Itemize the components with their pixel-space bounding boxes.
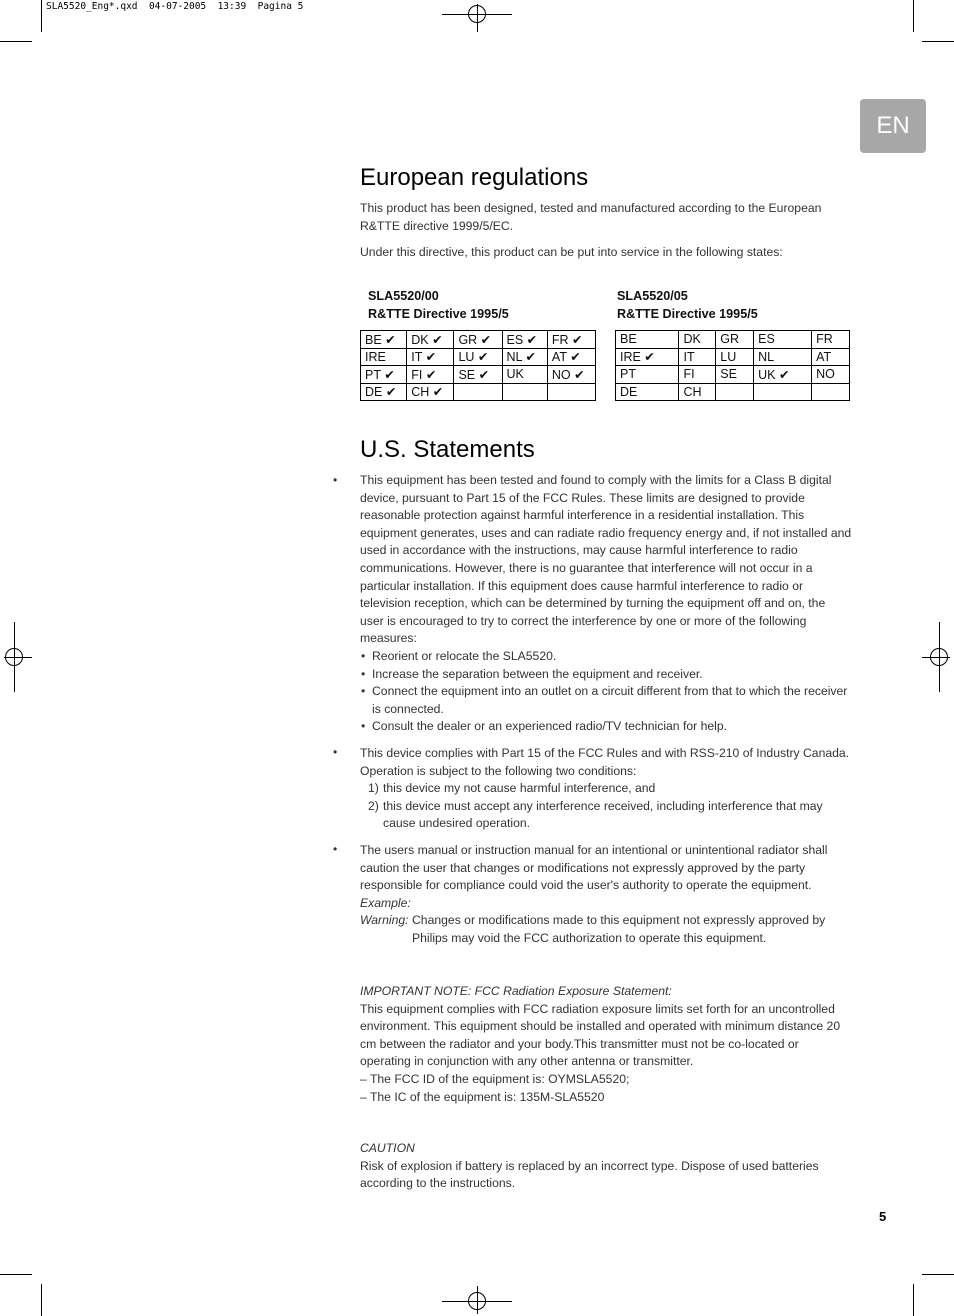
table-cell: IT (679, 348, 716, 366)
list-item: 2) this device must accept any interference received, including interference that may cause undesired operation. (368, 798, 823, 831)
table-cell: IT ✔ (407, 348, 454, 366)
table-row (616, 331, 850, 349)
table-cell: AT ✔ (547, 348, 595, 366)
table-cell: IRE ✔ (616, 348, 679, 366)
list-item: – The FCC ID of the equipment is: OYMSLA5520; (360, 1071, 630, 1086)
table-cell: ES (754, 331, 812, 349)
table-cell (502, 383, 547, 401)
table-row (361, 383, 596, 401)
us-bullet-1 (360, 472, 852, 736)
table-row (361, 366, 596, 384)
table-cell: CH ✔ (407, 383, 454, 401)
list-item: – The IC of the equipment is: 135M-SLA5520 (360, 1089, 605, 1104)
table-cell: DK (679, 331, 716, 349)
eu-paragraph-1: This product has been designed, tested and manufactured according to the European R&TTE directive 1999/5/EC. (360, 201, 822, 233)
table-cell: SE (716, 366, 754, 384)
table-cell: CH (679, 383, 716, 401)
table-cell: BE (616, 331, 679, 349)
table1-directive: R&TTE Directive 1995/5 (368, 307, 509, 321)
language-tab: EN (860, 99, 926, 153)
table-cell: AT (812, 348, 850, 366)
warning-text: Changes or modifications made to this equipment not expressly approved by Philips may void the FCC authorization to operate this equipment. (412, 913, 826, 945)
table-cell (716, 383, 754, 401)
table-cell: BE ✔ (361, 331, 407, 349)
table-cell: DK ✔ (407, 331, 454, 349)
table-cell: FR (812, 331, 850, 349)
warning-block (360, 912, 852, 947)
bullet-marker: • (333, 842, 338, 856)
table-row (616, 348, 850, 366)
table-cell (454, 383, 502, 401)
table2-heading (617, 287, 758, 323)
warning-label: Warning: (360, 913, 409, 928)
table-cell: UK ✔ (754, 366, 812, 384)
table-cell: FI ✔ (407, 366, 454, 384)
table-cell: ES ✔ (502, 331, 547, 349)
us-bullet-2-text: This device complies with Part 15 of the FCC Rules and with RSS-210 of Industry Canada. Operation is subject to the following two conditions: (360, 746, 850, 778)
caution (360, 1140, 852, 1193)
table-cell: GR ✔ (454, 331, 502, 349)
table2-model: SLA5520/05 (617, 289, 688, 303)
table-cell: FI (679, 366, 716, 384)
table-cell: LU ✔ (454, 348, 502, 366)
table-row (361, 348, 596, 366)
bullet-marker: • (333, 745, 338, 759)
bullet-marker: • (333, 473, 338, 487)
table-cell: FR ✔ (547, 331, 595, 349)
table-cell: DE (616, 383, 679, 401)
eu-paragraph-2: Under this directive, this product can be put into service in the following states: (360, 245, 783, 259)
list-item: • Reorient or relocate the SLA5520. (361, 648, 557, 663)
list-item: • Consult the dealer or an experienced radio/TV technician for help. (361, 719, 728, 734)
example-label: Example: (360, 895, 411, 910)
table-cell: NO (812, 366, 850, 384)
table-cell: UK (502, 366, 547, 384)
file-slug: SLA5520_Eng*.qxd 04-07-2005 13:39 Pagina 5 (46, 1, 304, 12)
list-item: • Increase the separation between the equipment and receiver. (361, 666, 703, 681)
fcc-note-text: This equipment complies with FCC radiation exposure limits set forth for an uncontrolled environment. This equipment should be installed and operated with minimum distance 20 cm between the radiator and your body.This transmitter must not be co-located or operating in conjunction with any other antenna or transmitter. (360, 1001, 841, 1069)
page-number: 5 (879, 1209, 887, 1224)
list-item: • Connect the equipment into an outlet on a circuit different from that to which the receiver is connected. (361, 684, 848, 716)
us-bullet-2 (360, 745, 852, 833)
fcc-note-title: IMPORTANT NOTE: FCC Radiation Exposure Statement: (360, 984, 672, 998)
country-table-1 (360, 330, 596, 401)
table-cell: LU (716, 348, 754, 366)
table-cell: NL (754, 348, 812, 366)
table-cell (754, 383, 812, 401)
table-row (616, 366, 850, 384)
us-bullet-3-text: The users manual or instruction manual for an intentional or unintentional radiator shall caution the user that changes or modifications not expressly approved by the party responsible for compliance could void the user's authority to operate the equipment. (360, 843, 828, 893)
table-cell: GR (716, 331, 754, 349)
us-title: U.S. Statements (360, 436, 535, 463)
table1-model: SLA5520/00 (368, 289, 439, 303)
table-row (616, 383, 850, 401)
table-row (361, 331, 596, 349)
table-cell (812, 383, 850, 401)
eu-title: European regulations (360, 164, 589, 191)
us-bullet-1-text: This equipment has been tested and found to comply with the limits for a Class B digital device, pursuant to Part 15 of the FCC Rules. These limits are designed to provide reasonable protection against harmful interference in a residential installation. This equipment generates, uses and can radiate radio frequency energy and, if not installed and used in accordance with the instructions, may cause harmful interference to radio communications. However, there is no guarantee that interference will not occur in a particular installation. If this equipment does cause harmful interference to radio or television reception, which can be determined by turning the equipment off and on, the user is encouraged to try to correct the interference by one or more of the following measures: (360, 473, 852, 646)
table-cell: SE ✔ (454, 366, 502, 384)
table-cell (547, 383, 595, 401)
table-cell: NO ✔ (547, 366, 595, 384)
us-bullet-3 (360, 842, 852, 948)
table-cell: DE ✔ (361, 383, 407, 401)
table2-directive: R&TTE Directive 1995/5 (617, 307, 758, 321)
table-cell: IRE (361, 348, 407, 366)
table-cell: PT ✔ (361, 366, 407, 384)
fcc-note (360, 983, 852, 1106)
caution-title: CAUTION (360, 1141, 415, 1155)
table1-heading (368, 287, 509, 323)
table-cell: NL ✔ (502, 348, 547, 366)
caution-text: Risk of explosion if battery is replaced by an incorrect type. Dispose of used batteries according to the instructions. (360, 1158, 819, 1191)
list-item: 1) this device my not cause harmful interference, and (368, 781, 656, 796)
table-cell: PT (616, 366, 679, 384)
country-table-2 (615, 330, 850, 401)
